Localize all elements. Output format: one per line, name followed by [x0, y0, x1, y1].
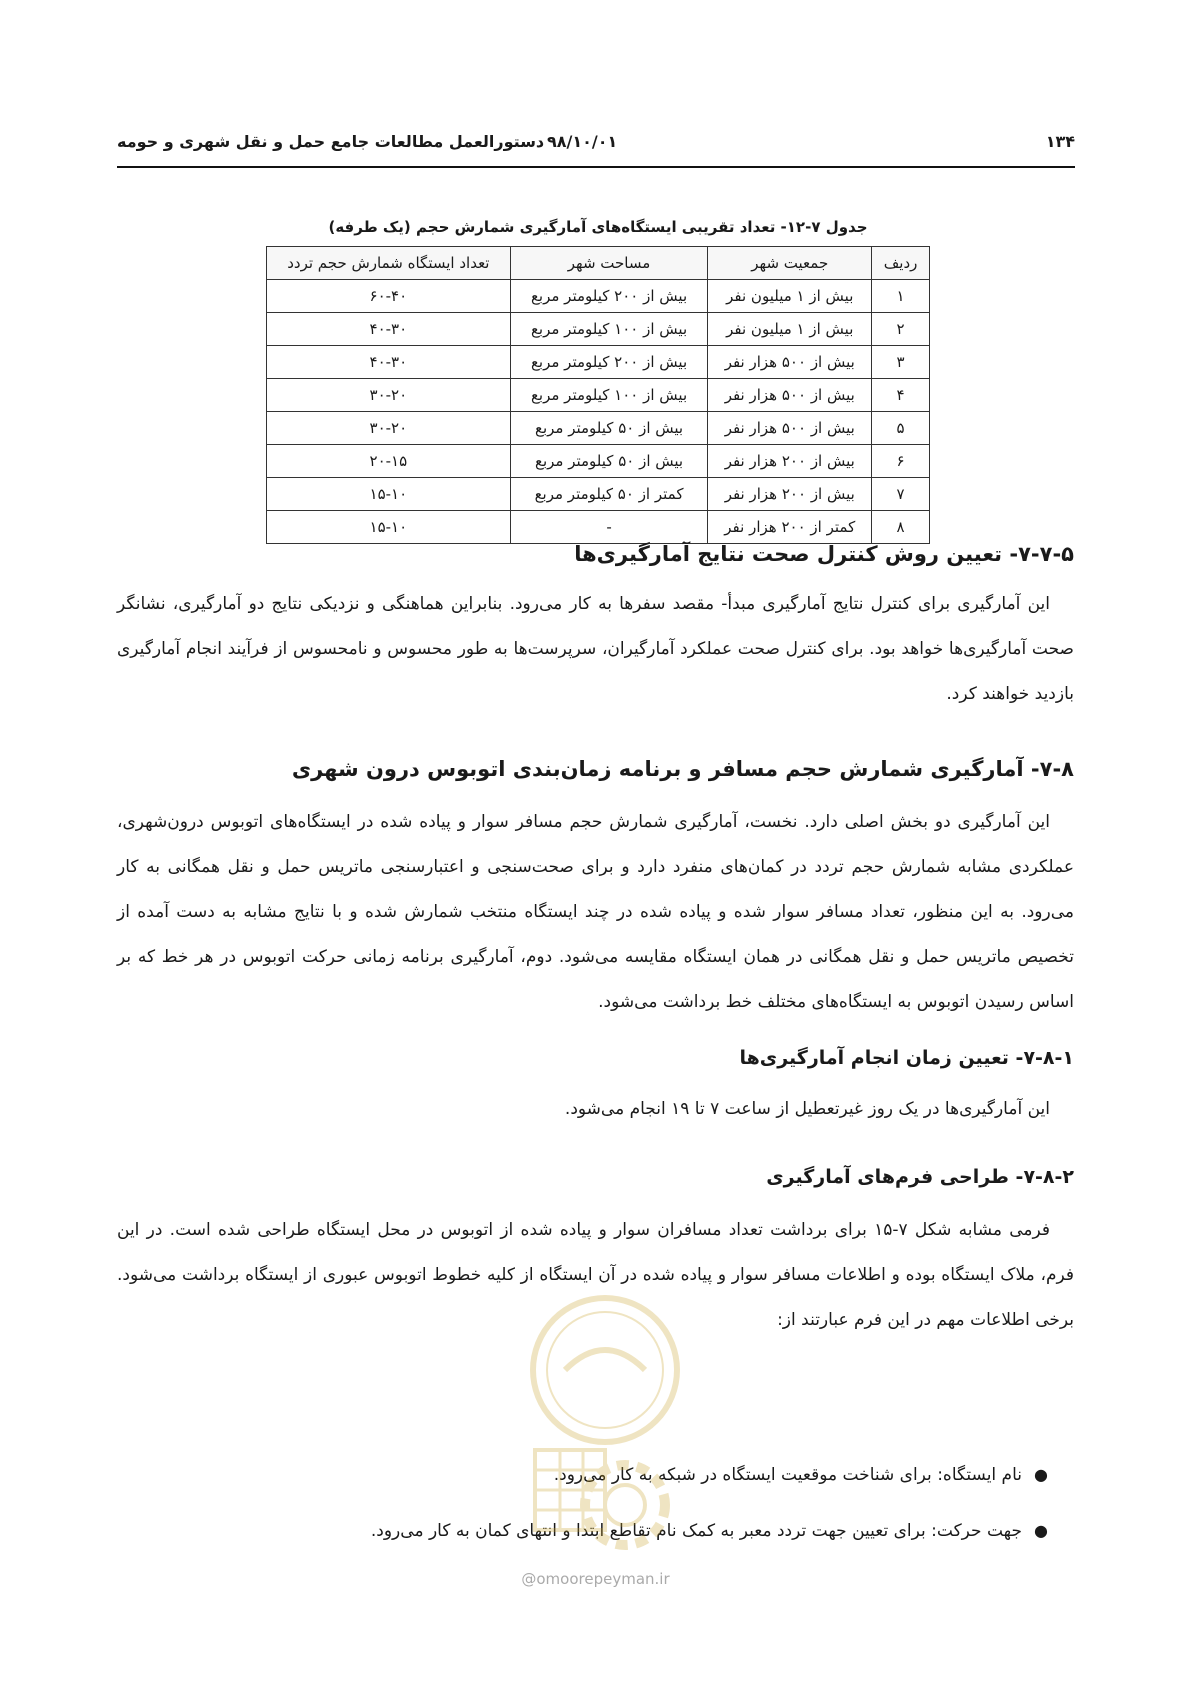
- cell-area: بیش از ۲۰۰ کیلومتر مربع: [510, 346, 708, 379]
- cell-row-number: ۵: [872, 412, 930, 445]
- cell-station-count: ۶۰-۴۰: [267, 280, 511, 313]
- cell-row-number: ۶: [872, 445, 930, 478]
- cell-area: بیش از ۵۰ کیلومتر مربع: [510, 445, 708, 478]
- col-header-area: مساحت شهر: [510, 247, 708, 280]
- cell-station-count: ۲۰-۱۵: [267, 445, 511, 478]
- table-row: [267, 280, 930, 313]
- cell-station-count: ۴۰-۳۰: [267, 313, 511, 346]
- cell-row-number: ۴: [872, 379, 930, 412]
- cell-population: بیش از ۵۰۰ هزار نفر: [708, 412, 872, 445]
- table-row: [267, 379, 930, 412]
- list-item: [117, 1511, 1074, 1567]
- section-heading-7-8-2: ۷-۸-۲- طراحی فرم‌های آمارگیری: [766, 1166, 1074, 1188]
- page-header: [117, 130, 1075, 168]
- section-heading-7-8-1: ۷-۸-۱- تعیین زمان انجام آمارگیری‌ها: [739, 1047, 1074, 1069]
- cell-row-number: ۸: [872, 511, 930, 544]
- cell-population: کمتر از ۲۰۰ هزار نفر: [708, 511, 872, 544]
- table-row: [267, 445, 930, 478]
- cell-row-number: ۳: [872, 346, 930, 379]
- cell-station-count: ۳۰-۲۰: [267, 412, 511, 445]
- cell-row-number: ۲: [872, 313, 930, 346]
- section-heading-7-8: ۷-۸- آمارگیری شمارش حجم مسافر و برنامه زمان‌بندی اتوبوس درون شهری: [291, 757, 1074, 781]
- list-item-text: جهت حرکت: برای تعیین جهت تردد معبر به کمک نام تقاطع ابتدا و انتهای کمان به کار می‌رود.: [370, 1521, 1022, 1541]
- cell-row-number: ۱: [872, 280, 930, 313]
- page-number: ۱۳۴: [1045, 132, 1075, 151]
- section-paragraph-7-8: این آمارگیری دو بخش اصلی دارد. نخست، آمارگیری شمارش حجم مسافر سوار و پیاده شده در ایستگاه‌های اتوبوس درون‌شهری، عملکردی مشابه شمارش حجم تردد در کمان‌های منفرد دارد و برای صحت‌سنجی و اعتبارسنجی ماتریس حمل و نقل همگانی به کار می‌رود. به این منظور، تعداد مسافر سوار شده و پیاده شده در چند ایستگاه منتخب شمارش شده و با نتایج مشابه به دست آمده از تخصیص ماتریس حمل و نقل همگانی در همان ایستگاه مقایسه می‌شود. دوم، آمارگیری برنامه زمانی حرکت اتوبوس در هر خط که بر اساس رسیدن اتوبوس به ایستگاه‌های مختلف خط برداشت می‌شود.: [117, 812, 1074, 1012]
- stations-table: [266, 246, 930, 544]
- cell-area: -: [510, 511, 708, 544]
- cell-population: بیش از ۵۰۰ هزار نفر: [708, 379, 872, 412]
- col-header-row-number: ردیف: [872, 247, 930, 280]
- cell-area: کمتر از ۵۰ کیلومتر مربع: [510, 478, 708, 511]
- cell-row-number: ۷: [872, 478, 930, 511]
- cell-population: بیش از ۱ میلیون نفر: [708, 280, 872, 313]
- col-header-population: جمعیت شهر: [708, 247, 872, 280]
- cell-area: بیش از ۲۰۰ کیلومتر مربع: [510, 280, 708, 313]
- watermark-site: @omoorepeyman.ir: [521, 1570, 670, 1588]
- cell-station-count: ۱۵-۱۰: [267, 511, 511, 544]
- table-header-row: [267, 247, 930, 280]
- table-row: [267, 511, 930, 544]
- bullet-icon: ●: [1034, 1465, 1048, 1484]
- cell-station-count: ۴۰-۳۰: [267, 346, 511, 379]
- section-paragraph-7-7-5: این آمارگیری برای کنترل نتایج آمارگیری مبدأ- مقصد سفرها به کار می‌رود. بنابراین هماهنگی و نزدیکی نتایج دو آمارگیری، نشانگر صحت آمارگیری‌ها خواهد بود. برای کنترل صحت عملکرد آمارگیران، سرپرست‌ها به طور محسوس و نامحسوس از فرآیند انجام آمارگیری بازدید خواهند کرد.: [117, 594, 1074, 704]
- table-row: [267, 313, 930, 346]
- cell-population: بیش از ۵۰۰ هزار نفر: [708, 346, 872, 379]
- col-header-station-count: تعداد ایستگاه شمارش حجم تردد: [267, 247, 511, 280]
- list-item: [117, 1455, 1074, 1511]
- cell-station-count: ۳۰-۲۰: [267, 379, 511, 412]
- cell-population: بیش از ۱ میلیون نفر: [708, 313, 872, 346]
- cell-area: بیش از ۱۰۰ کیلومتر مربع: [510, 379, 708, 412]
- cell-population: بیش از ۲۰۰ هزار نفر: [708, 478, 872, 511]
- document-title: دستورالعمل مطالعات جامع حمل و نقل شهری و حومه: [117, 132, 545, 151]
- cell-area: بیش از ۵۰ کیلومتر مربع: [510, 412, 708, 445]
- cell-area: بیش از ۱۰۰ کیلومتر مربع: [510, 313, 708, 346]
- info-list: [117, 1455, 1074, 1567]
- table-row: [267, 478, 930, 511]
- cell-population: بیش از ۲۰۰ هزار نفر: [708, 445, 872, 478]
- bullet-icon: ●: [1034, 1521, 1048, 1540]
- list-item-text: نام ایستگاه: برای شناخت موقعیت ایستگاه در شبکه به کار می‌رود.: [553, 1465, 1022, 1485]
- section-paragraph-7-8-2: فرمی مشابه شکل ۷-۱۵ برای برداشت تعداد مسافران سوار و پیاده شده از اتوبوس در محل ایستگاه طراحی شده است. در این فرم، ملاک ایستگاه بوده و اطلاعات مسافر سوار و پیاده شده در آن ایستگاه از کلیه خطوط اتوبوس عبوری از ایستگاه برداشت می‌شود. برخی اطلاعات مهم در این فرم عبارتند از:: [117, 1220, 1074, 1330]
- table-row: [267, 346, 930, 379]
- page-date: ۹۸/۱۰/۰۱: [547, 132, 618, 151]
- table-row: [267, 412, 930, 445]
- table-caption: جدول ۷-۱۲- تعداد تقریبی ایستگاه‌های آمارگیری شمارش حجم (یک طرفه): [328, 218, 868, 236]
- section-heading-7-7-5: ۷-۷-۵- تعیین روش کنترل صحت نتایج آمارگیری‌ها: [574, 542, 1074, 566]
- section-paragraph-7-8-1: این آمارگیری‌ها در یک روز غیرتعطیل از ساعت ۷ تا ۱۹ انجام می‌شود.: [564, 1099, 1050, 1119]
- cell-station-count: ۱۵-۱۰: [267, 478, 511, 511]
